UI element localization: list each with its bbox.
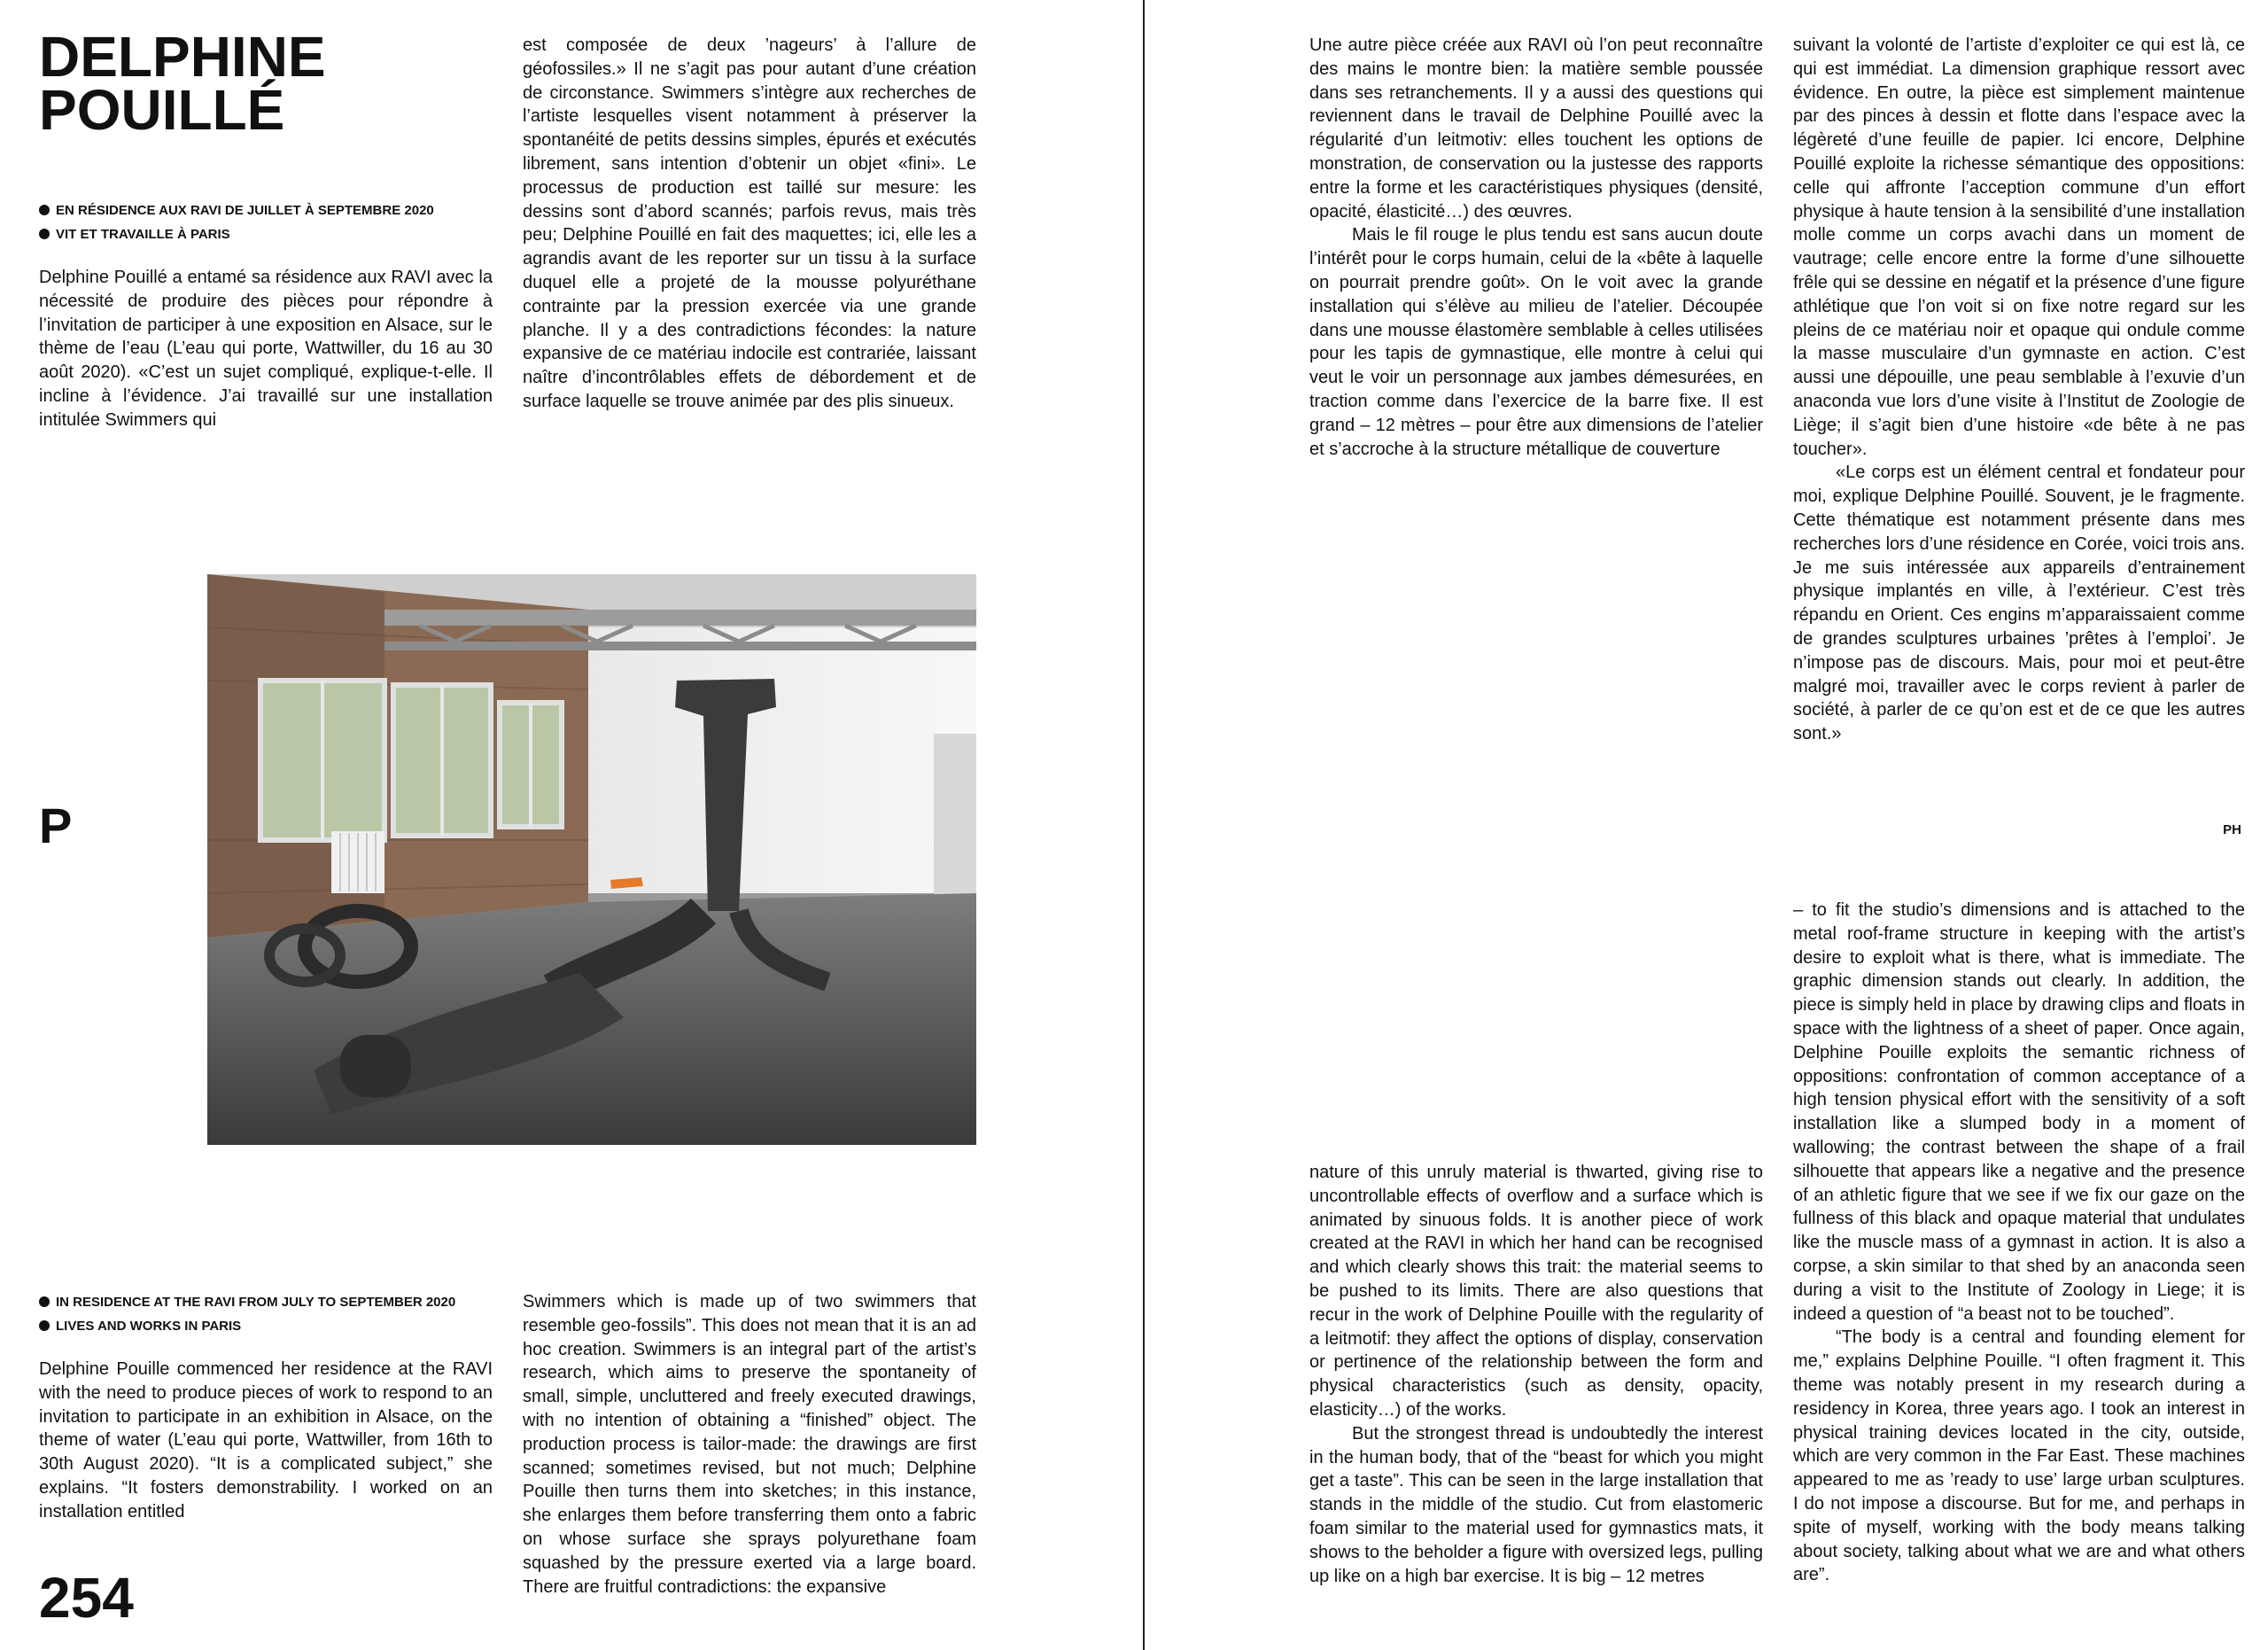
section-letter: P: [39, 798, 73, 853]
fr-col1-para-1: Delphine Pouillé a entamé sa résidence aux RAVI avec la nécessité de produire des pièces pour répondre à l’invitation de participer à une exposition en Alsace, sur le thème de l’eau (L’eau qui porte, Wattwiller, du 16 au 30 août 2020). «C’est un sujet compliqué, explique-t-elle. Il incline à l’évidence. J’ai travaillé sur une installation intitulée Swimmers qui: [39, 268, 493, 430]
meta-lives-works-fr: VIT ET TRAVAILLE À PARIS: [39, 222, 434, 246]
en-col4-para-2: “The body is a central and founding element for me,” explains Delphine Pouille. “I often fragment it. This theme was notably present in my research during a residency in Korea, three years ago. I took an interest in physical training devices located in the city, outside, which are very common in the Far East. These machines appeared to me as ’ready to use’ large urban sculptures. I do not impose a discourse. But for me, and perhaps in spite of myself, working with the body means talking about society, talking about what we are and what others are”.: [1793, 1327, 2245, 1585]
artist-meta-fr: [39, 198, 434, 246]
title-first-name: DELPHINE: [39, 25, 326, 89]
fr-column-3: [1309, 34, 1763, 461]
fr-column-1: [39, 266, 493, 432]
artist-meta-en: [39, 1290, 455, 1338]
right-page: [1145, 0, 2268, 1650]
fr-col2-para-1: est composée de deux ’nageurs’ à l’allure de géofossiles.» Il ne s’agit pas pour autant d’une création de circonstance. Swimmers s’intègre aux recherches de l’artiste lesquelles visent notamment à préserver la spontanéité de petits dessins simples, épurés et exécutés librement, sans intention d’obtenir un objet «fini». Le processus de production est taillé sur mesure: les dessins sont d’abord scannés; parfois revus, mais très peu; Delphine Pouillé en fait des maquettes; ici, elle les a agrandis avant de les reporter sur un tissu à la surface duquel elle a projeté de la mousse polyuréthane contrainte par la pression exercée via une grande planche. Il y a des contradictions fécondes: la nature expansive de ce matériau indocile est contrariée, laissant naître d’incontrôlables effets de débordement et de surface laquelle se trouve animée par des plis sinueux.: [523, 35, 976, 411]
en-column-1: [39, 1358, 493, 1524]
author-initials: PH: [2223, 822, 2241, 837]
fr-col4-para-2: «Le corps est un élément central et fondateur pour moi, explique Delphine Pouillé. Souvent, je le fragmente. Cette thématique est notamment présente dans mes recherches lors d’une résidence en Corée, voici trois ans. Je me suis intéressée aux appareils d’entrainement physique implantés en ville, à l’extérieur. C’est très répandu en Orient. Ces engins m’apparaissaient comme de grandes sculptures urbaines ’prêtes à l’emploi’. Je n’impose pas de discours. Mais, pour moi et peut-être malgré moi, travailler avec le corps revient à parler de société, à parler de ce qu’on est et de ce que les autres sont.»: [1793, 463, 2245, 744]
title-last-name: POUILLÉ: [39, 78, 285, 142]
fr-col4-para-1: suivant la volonté de l’artiste d’exploiter ce qui est là, ce qui est immédiat. La dimension graphique ressort avec évidence. En outre, la pièce est simplement maintenue par des pinces à dessin et flotte dans l’espace avec la légèreté d’une feuille de papier. Ici encore, Delphine Pouillé exploite la richesse sémantique des oppositions: celle qui affronte l’acception commune d’un effort physique à haute tension à la sensibilité d’une installation molle comme un corps avachi dans un moment de vautrage; celle encore entre la forme d’une silhouette frêle qui se dessine en négatif et la présence d’une figure athlétique que l’on voit si on fixe notre regard sur les pleins de ce matériau noir et opaque qui ondule comme la masse musculaire d’un gymnaste en action. C’est aussi une dépouille, une peau semblable à l’exuvie d’un anaconda vue lors d’une visite à l’Institut de Zoologie de Liège; il s’agit bien d’une histoire «de bête à ne pas toucher».: [1793, 35, 2245, 459]
fr-col3-para-2: Mais le fil rouge le plus tendu est sans aucun doute l’intérêt pour le corps humain, celui de la «bête à laquelle on pourrait prendre goût». On le voit avec la grande installation qui s’élève au milieu de l’atelier. Découpée dans une mousse élastomère semblable à celles utilisées pour les tapis de gymnastique, elle montre à celui qui veut le voir un personnage aux jambes démesurées, en traction comme dans l’exercice de la barre fixe. Il est grand – 12 mètres – pour être aux dimensions de l’atelier et s’accroche à la structure métallique de couverture: [1309, 225, 1763, 459]
page-number: 254: [39, 1566, 134, 1630]
artwork-photograph: [207, 574, 976, 1145]
en-col3-para-2: But the strongest thread is undoubtedly the interest in the human body, that of the “beast for which you might get a taste”. This can be seen in the large installation that stands in the middle of the studio. Cut from elastomeric foam similar to the material used for gymnastics mats, it shows to the beholder a figure with oversized legs, pulling up like on a high bar exercise. It is big – 12 metres: [1309, 1423, 1763, 1586]
meta-lives-works-en: LIVES AND WORKS IN PARIS: [39, 1314, 455, 1338]
swimmers-installation-image: [207, 574, 976, 1145]
en-column-2: [523, 1290, 976, 1599]
en-col3-para-1: nature of this unruly material is thwarted, giving rise to uncontrollable effects of overflow and a surface which is animated by sinuous folds. It is another piece of work created at the RAVI in which her hand can be recognised and which clearly shows this trait: the material seems to be pushed to its limits. There are also questions that recur in the work of Delphine Pouille with the regularity of a leitmotif: they affect the options of display, conservation or pertinence of the relationship between the form and physical characteristics (such as density, opacity, elasticity…) of the works.: [1309, 1163, 1763, 1420]
meta-residence-en: IN RESIDENCE AT THE RAVI FROM JULY TO SEPTEMBER 2020: [39, 1290, 455, 1314]
en-column-3: [1309, 1161, 1763, 1588]
en-col2-para-1: Swimmers which is made up of two swimmers that resemble geo-fossils”. This does not mean that it is an ad hoc creation. Swimmers is an integral part of the artist’s research, which aims to preserve the spontaneity of small, simple, uncluttered and freely executed drawings, with no intention of obtaining a “finished” object. The production process is tailor-made: the drawings are first scanned; sometimes revised, but not much; Delphine Pouille then turns them into sketches; in this instance, she enlarges them before transferring them onto a fabric on whose surface she sprays polyurethane foam squashed by the pressure exerted via a large board. There are fruitful contradictions: the expansive: [523, 1292, 976, 1597]
en-col1-para-1: Delphine Pouille commenced her residence at the RAVI with the need to produce pieces of work to respond to an invitation to participate in an exhibition in Alsace, on the theme of water (L’eau qui porte, Wattwiller, from 16th to 30th August 2020). “It is a complicated subject,” she explains. “It fosters demonstrability. I worked on an installation entitled: [39, 1359, 493, 1522]
fr-col3-para-1: Une autre pièce créée aux RAVI où l’on peut reconnaître des mains le montre bien: la matière semble poussée dans ses retranchements. Il y a aussi des questions qui reviennent dans le travail de Delphine Pouillé avec la régularité d’un leitmotiv: elles touchent les options de monstration, de conservation ou la justesse des rapports entre la forme et les caractéristiques physiques (densité, opacité, élasticité…) des œuvres.: [1309, 35, 1763, 222]
meta-residence-fr: EN RÉSIDENCE AUX RAVI DE JUILLET À SEPTEMBRE 2020: [39, 198, 434, 222]
fr-column-4: [1793, 34, 2245, 746]
en-col4-para-1: – to fit the studio’s dimensions and is attached to the metal roof-frame structure in keeping with the artist’s desire to exploit what is there, what is immediate. The graphic dimension stands out clearly. In addition, the piece is simply held in place by drawing clips and floats in space with the lightness of a sheet of paper. Once again, Delphine Pouille exploits the semantic richness of oppositions: confrontation of common acceptance of a high tension physical effort with the sensitivity of a soft installation like a slumped body in a moment of wallowing; the contrast between the shape of a frail silhouette that appears like a negative and the presence of an athletic figure that we see if we fix our gaze on the fullness of this black and opaque material that undulates like the muscle mass of a gymnast in action. It is also a corpse, a skin similar to that shed by an anaconda seen during a visit to the Institute of Zoology in Liege; it is indeed a question of “a beast not to be touched”.: [1793, 900, 2245, 1324]
artist-name-title: [39, 25, 326, 142]
en-column-4: [1793, 899, 2245, 1587]
fr-column-2: [523, 34, 976, 414]
